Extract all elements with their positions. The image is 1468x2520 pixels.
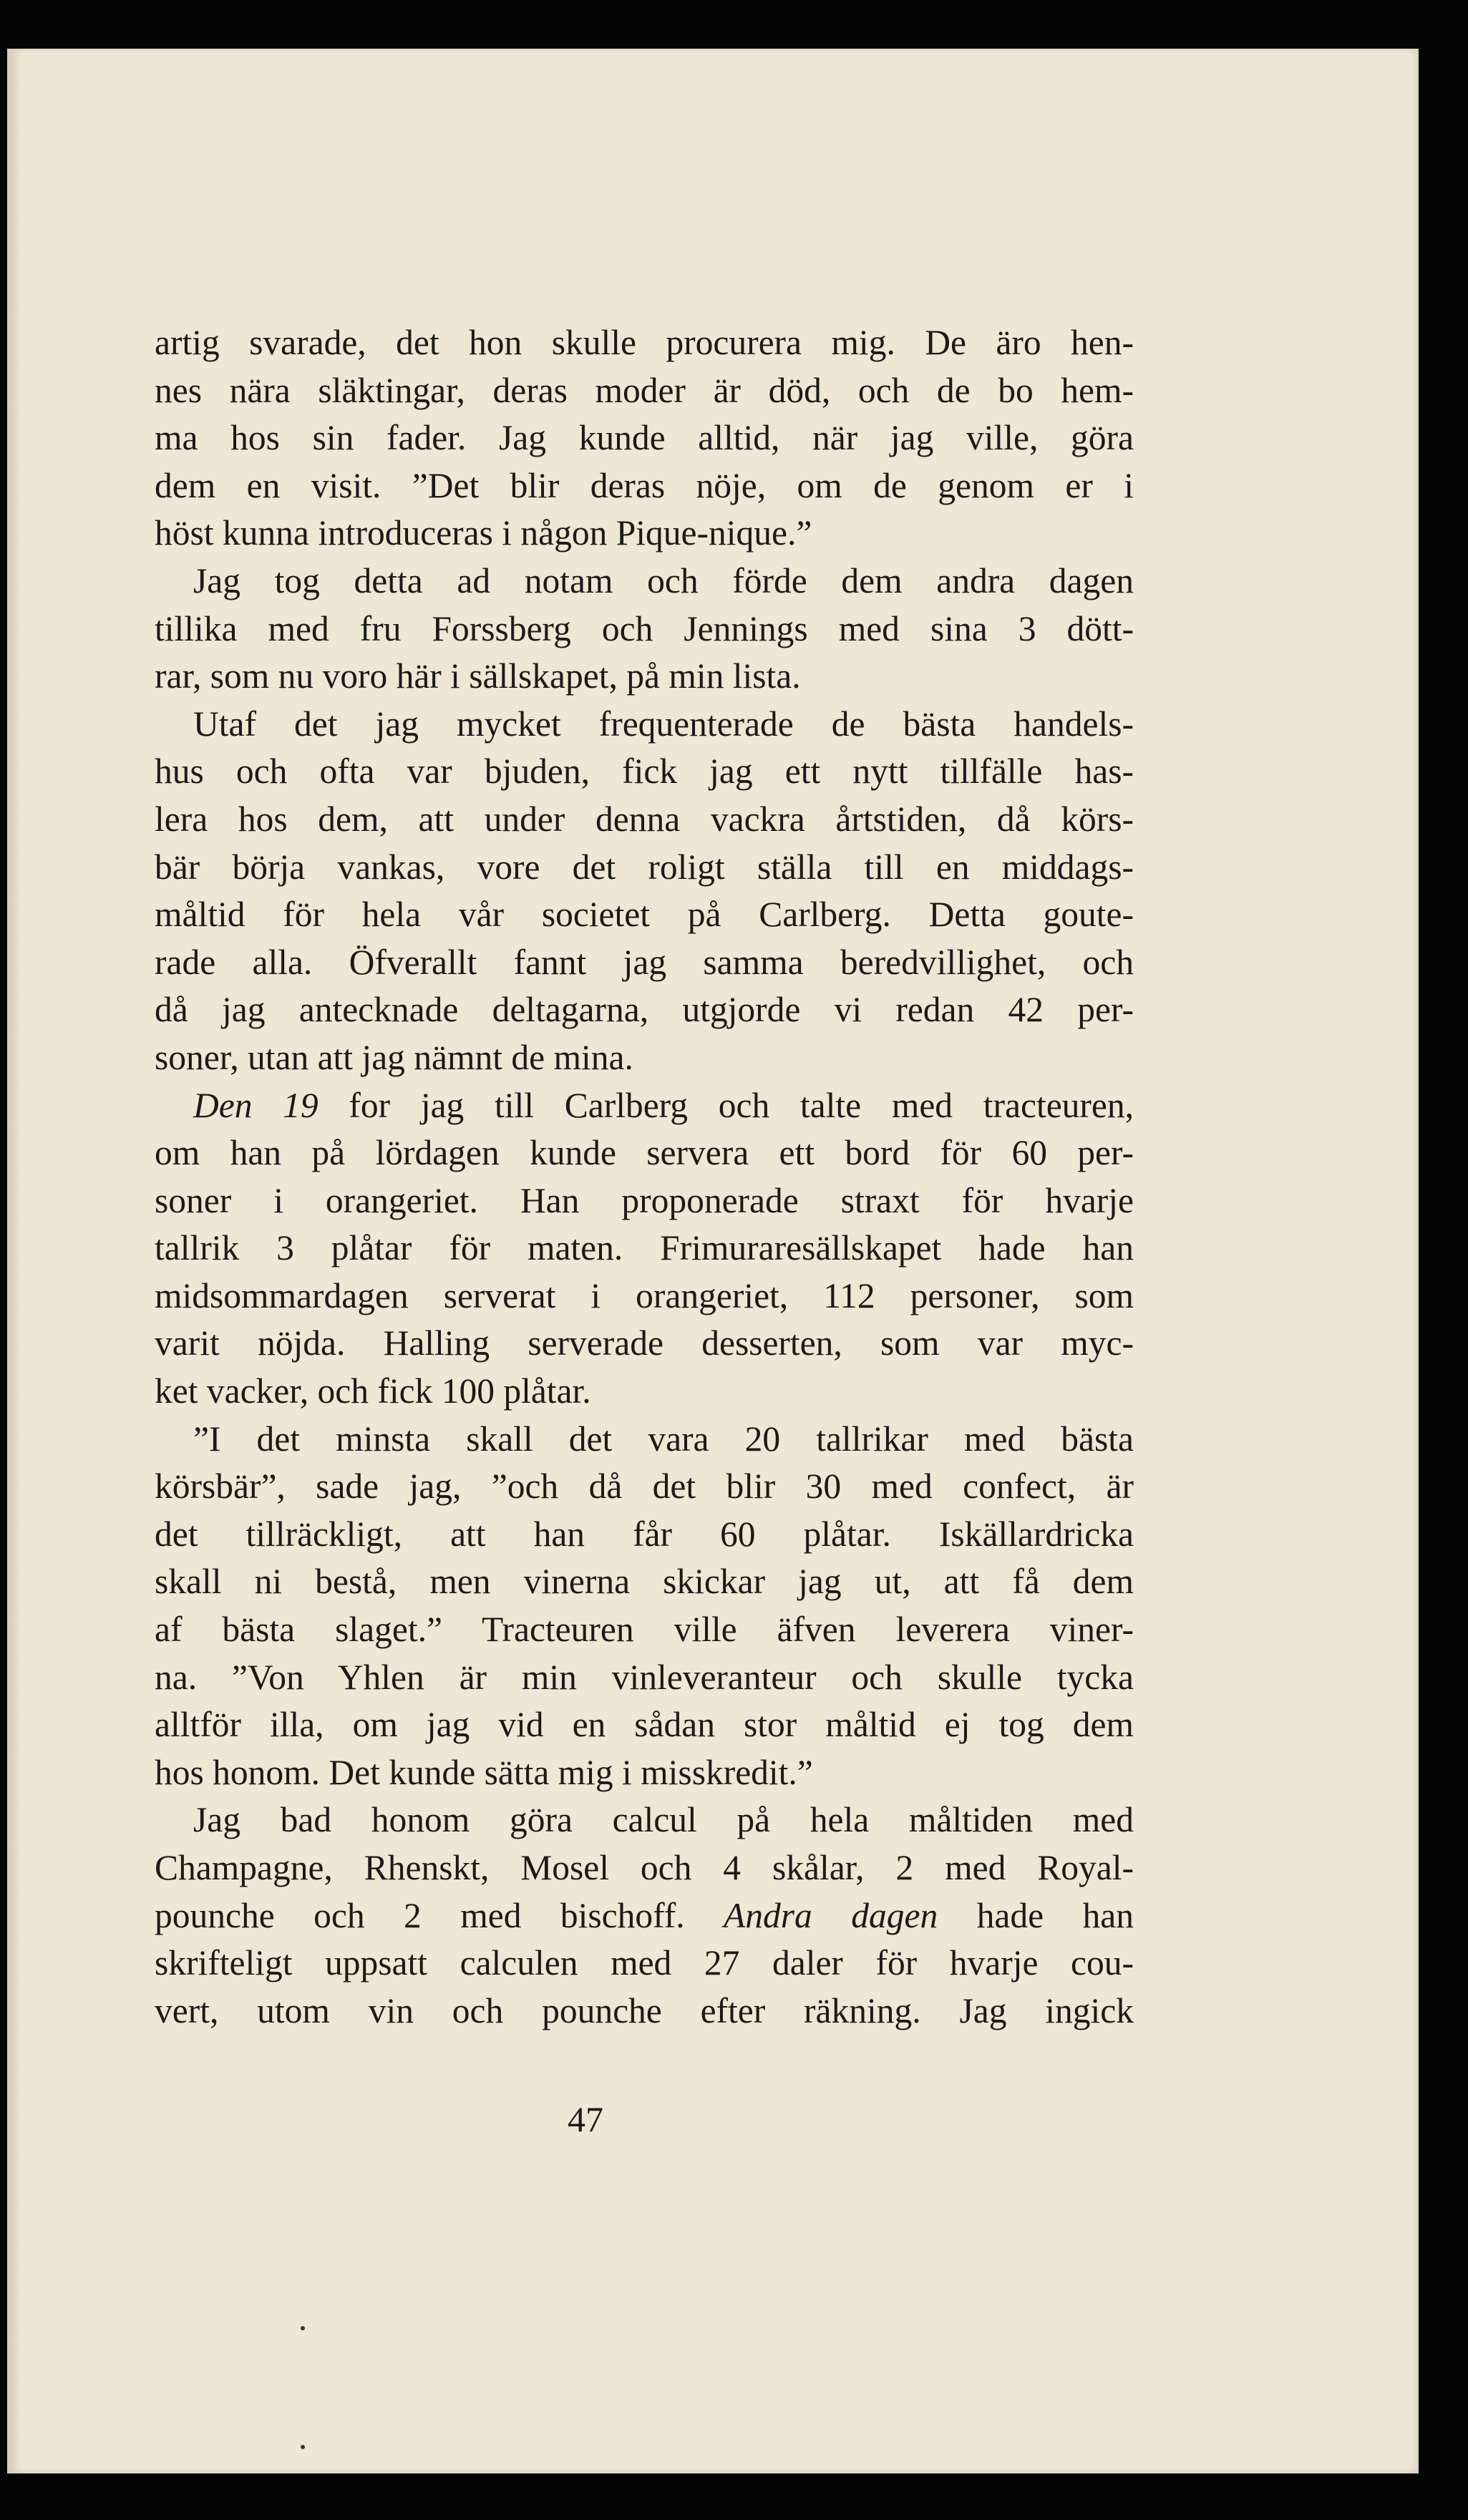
text-line: det tillräckligt, att han får 60 plåtar. Iskällardricka xyxy=(155,1514,1134,1554)
text-line: hos honom. Det kunde sätta mig i misskredit.” xyxy=(155,1752,813,1792)
text-line-rest: for jag till Carlberg och talte med tracteuren, xyxy=(318,1085,1134,1125)
text-line: måltid för hela vår societet på Carlberg. Detta goute- xyxy=(155,895,1134,935)
text-line-start: pounche och 2 med bischoff. xyxy=(155,1895,724,1935)
text-line: soner i orangeriet. Han proponerade straxt för hvarje xyxy=(155,1180,1134,1220)
text-line xyxy=(155,1082,1134,1130)
text-line: tallrik 3 plåtar för maten. Frimuraresällskapet hade han xyxy=(155,1228,1134,1268)
text-line: Jag tog detta ad notam och förde dem andra dagen xyxy=(193,560,1134,600)
body-text xyxy=(155,319,1134,2035)
text-line: midsommardagen serverat i orangeriet, 112 personer, som xyxy=(155,1275,1134,1315)
page-number xyxy=(7,2098,1419,2140)
text-line: Champagne, Rhenskt, Mosel och 4 skålar, 2 med Royal- xyxy=(155,1848,1134,1887)
text-line: höst kunna introduceras i någon Pique-nique.” xyxy=(155,513,812,553)
text-line: ma hos sin fader. Jag kunde alltid, när jag ville, göra xyxy=(155,418,1134,458)
text-line: varit nöjda. Halling serverade desserten, som var myc- xyxy=(155,1323,1134,1363)
text-line: vert, utom vin och pounche efter räkning. Jag ingick xyxy=(155,1990,1134,2030)
text-line: lera hos dem, att under denna vackra årtstiden, då körs- xyxy=(155,799,1134,839)
text-line: soner, utan att jag nämnt de mina. xyxy=(155,1037,633,1077)
text-line: skrifteligt uppsatt calculen med 27 daler för hvarje cou- xyxy=(155,1943,1134,1983)
text-line: skall ni bestå, men vinerna skickar jag ut, att få dem xyxy=(155,1562,1134,1602)
text-line: artig svarade, det hon skulle procurera mig. De äro hen- xyxy=(155,323,1134,362)
text-line: na. ”Von Yhlen är min vinleveranteur och skulle tycka xyxy=(155,1657,1134,1697)
paper-speck xyxy=(301,2445,305,2449)
text-line: af bästa slaget.” Tracteuren ville äfven leverera viner- xyxy=(155,1610,1134,1650)
paper-speck xyxy=(301,2326,305,2330)
text-line xyxy=(155,1892,1134,1940)
text-line: nes nära släktingar, deras moder är död, och de bo hem- xyxy=(155,370,1134,410)
text-line: om han på lördagen kunde servera ett bord för 60 per- xyxy=(155,1133,1134,1173)
text-line: ”I det minsta skall det vara 20 tallrikar med bästa xyxy=(193,1419,1134,1459)
text-line: körsbär”, sade jag, ”och då det blir 30 med confect, är xyxy=(155,1466,1134,1507)
text-line: hus och ofta var bjuden, fick jag ett nytt tillfälle has- xyxy=(155,751,1134,792)
book-page xyxy=(7,49,1419,2473)
text-line: rade alla. Öfverallt fannt jag samma beredvillighet, och xyxy=(155,942,1134,982)
text-line: bär börja vankas, vore det roligt ställa till en middags- xyxy=(155,847,1134,887)
text-line: alltför illa, om jag vid en sådan stor måltid ej tog dem xyxy=(155,1705,1134,1745)
text-line: dem en visit. ”Det blir deras nöje, om de genom er i xyxy=(155,465,1134,505)
text-line: rar, som nu voro här i sällskapet, på min lista. xyxy=(155,656,801,696)
page-number-text: 47 xyxy=(568,2099,603,2139)
italic-date: Den 19 xyxy=(193,1085,319,1125)
text-line: Utaf det jag mycket frequenterade de bästa handels- xyxy=(193,704,1134,744)
text-line: då jag antecknade deltagarna, utgjorde vi redan 42 per- xyxy=(155,990,1134,1030)
italic-phrase: Andra dagen xyxy=(724,1895,938,1935)
text-line: Jag bad honom göra calcul på hela måltiden med xyxy=(193,1800,1134,1840)
text-line: tillika med fru Forssberg och Jennings med sina 3 dött- xyxy=(155,608,1134,648)
text-line-rest: hade han xyxy=(938,1895,1134,1935)
text-line: ket vacker, och fick 100 plåtar. xyxy=(155,1371,591,1411)
